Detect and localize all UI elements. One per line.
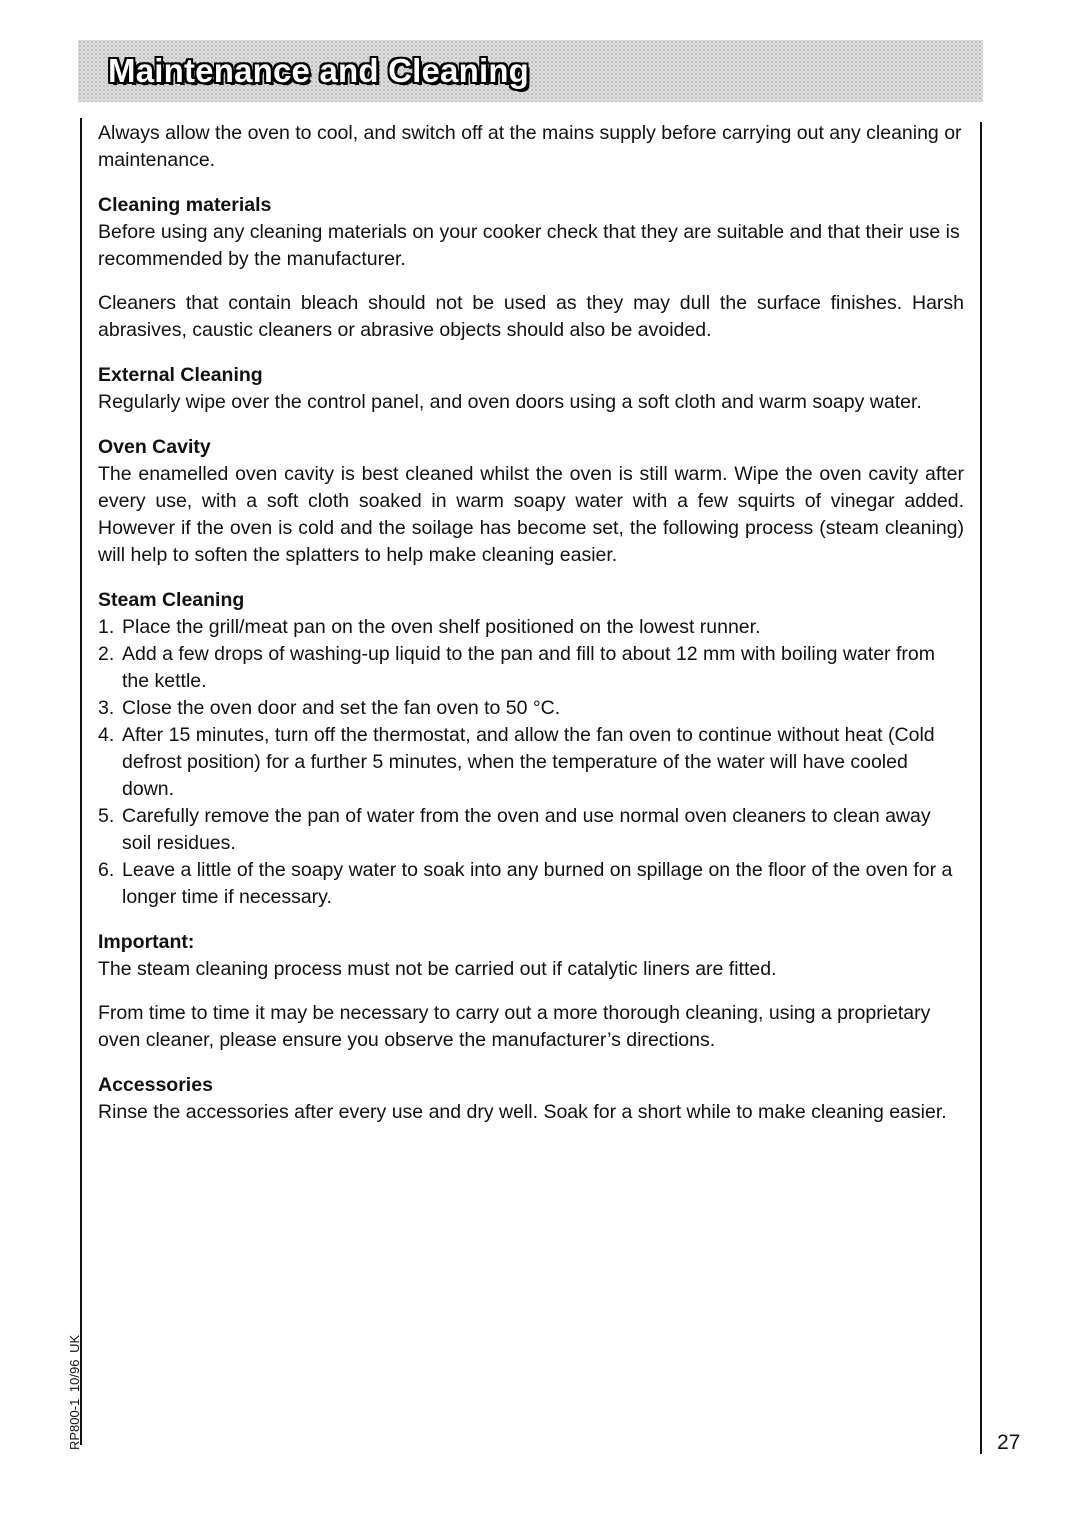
step-text: After 15 minutes, turn off the thermostat, and allow the fan oven to continue without heat (Cold defrost position) for a further 5 minutes, when the temperature of the water will have cooled down.	[122, 724, 935, 800]
left-margin-rule	[80, 118, 82, 1445]
section-heading-external-cleaning: External Cleaning	[98, 364, 263, 386]
page-title: Maintenance and Cleaning	[108, 52, 530, 89]
accessories-paragraph: Rinse the accessories after every use and dry well. Soak for a short while to make cleaning easier.	[98, 1101, 947, 1123]
section-heading-important: Important:	[98, 931, 195, 953]
step-number: 1.	[98, 616, 115, 638]
intro-paragraph: Always allow the oven to cool, and switch off at the mains supply before carrying out any cleaning or maintenance.	[98, 122, 962, 171]
page-number: 27	[997, 1431, 1021, 1454]
step-number: 3.	[98, 697, 115, 719]
list-item	[98, 614, 964, 641]
section-heading-cleaning-materials: Cleaning materials	[98, 194, 272, 216]
section-heading-steam-cleaning: Steam Cleaning	[98, 589, 245, 611]
step-text: Leave a little of the soapy water to soak into any burned on spillage on the floor of the oven for a longer time if necessary.	[122, 859, 953, 908]
right-margin-rule	[980, 122, 982, 1454]
step-text: Add a few drops of washing-up liquid to the pan and fill to about 12 mm with boiling water from the kettle.	[122, 643, 935, 692]
list-item	[98, 857, 964, 911]
section-heading-accessories: Accessories	[98, 1074, 213, 1096]
document-code: RP800-1 10/96 UK	[67, 1334, 82, 1450]
list-item	[98, 722, 964, 803]
step-text: Close the oven door and set the fan oven to 50 °C.	[122, 697, 561, 719]
step-number: 5.	[98, 805, 115, 827]
page-content	[98, 120, 964, 1126]
step-number: 4.	[98, 724, 115, 746]
external-cleaning-paragraph: Regularly wipe over the control panel, and oven doors using a soft cloth and warm soapy water.	[98, 391, 922, 413]
step-text: Place the grill/meat pan on the oven shelf positioned on the lowest runner.	[122, 616, 761, 638]
steam-cleaning-steps	[98, 614, 964, 911]
cleaning-materials-paragraph: Before using any cleaning materials on your cooker check that they are suitable and that their use is recommended by the manufacturer.	[98, 221, 960, 270]
list-item	[98, 695, 964, 722]
list-item	[98, 803, 964, 857]
list-item	[98, 641, 964, 695]
step-text: Carefully remove the pan of water from the oven and use normal oven cleaners to clean away soil residues.	[122, 805, 931, 854]
oven-cleaner-paragraph: From time to time it may be necessary to carry out a more thorough cleaning, using a proprietary oven cleaner, please ensure you observe the manufacturer’s directions.	[98, 1002, 931, 1051]
oven-cavity-paragraph: The enamelled oven cavity is best cleaned whilst the oven is still warm. Wipe the oven cavity after every use, with a soft cloth soaked in warm soapy water with a few squirts of vinegar added. However if the oven is cold and the soilage has become set, the following process (steam cleaning) will help to soften the splatters to help make cleaning easier.	[98, 463, 964, 566]
important-paragraph: The steam cleaning process must not be carried out if catalytic liners are fitted.	[98, 958, 777, 980]
cleaning-materials-warning: Cleaners that contain bleach should not be used as they may dull the surface finishes. Harsh abrasives, caustic cleaners or abrasive objects should also be avoided.	[98, 292, 964, 341]
step-number: 2.	[98, 643, 115, 665]
section-heading-oven-cavity: Oven Cavity	[98, 436, 211, 458]
step-number: 6.	[98, 859, 115, 881]
